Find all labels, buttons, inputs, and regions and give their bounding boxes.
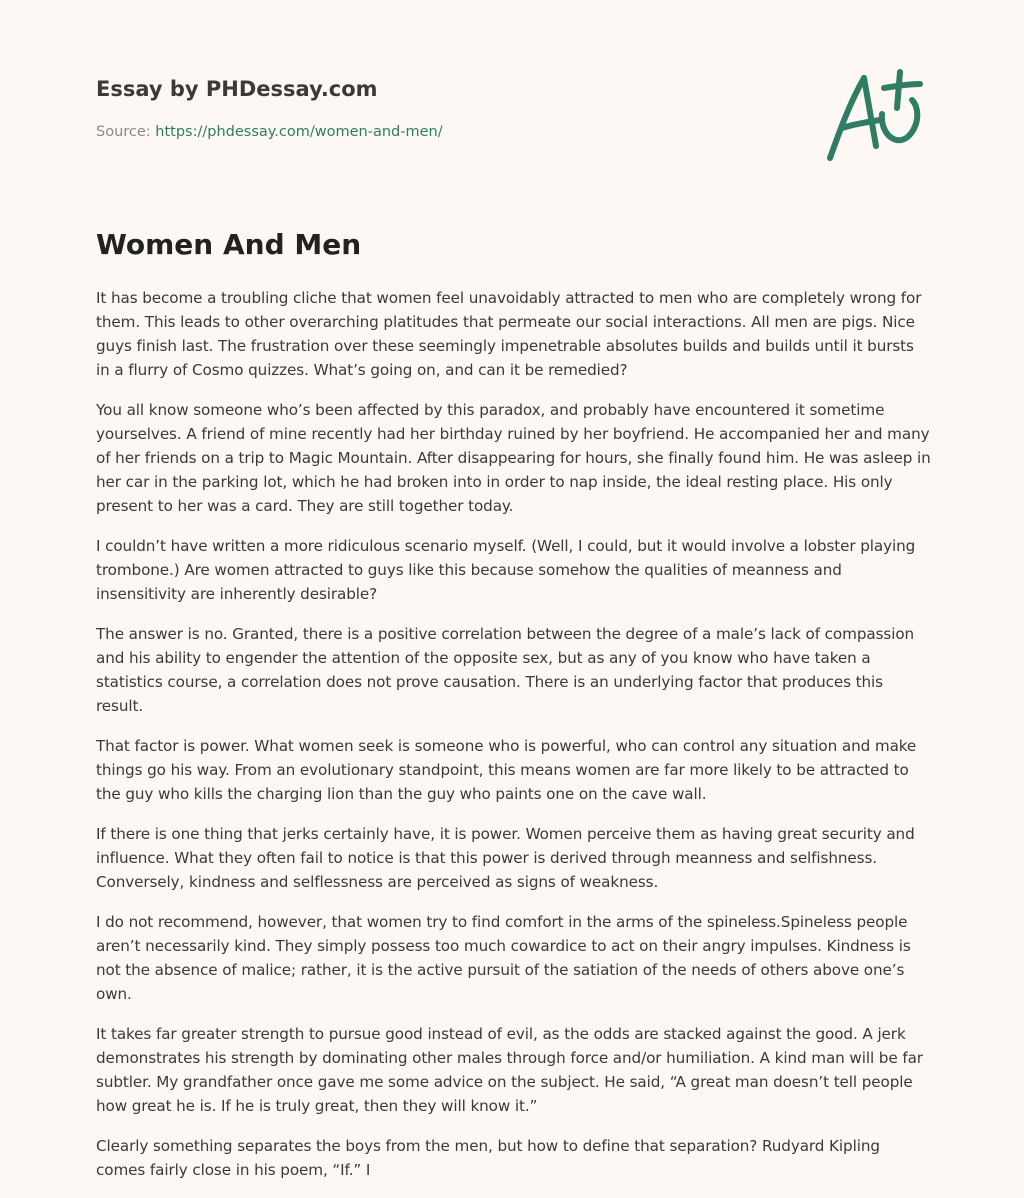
source-link[interactable]: https://phdessay.com/women-and-men/ [155, 124, 443, 140]
paragraph: The answer is no. Granted, there is a positive correlation between the degree of a male’s lack of compassion and his ability to engender the attention of the opposite sex, but as any of you know who have taken a statistics course, a correlation does not prove causation. There is an underlying factor that produces this result. [96, 625, 915, 715]
source-label: Source: [96, 124, 156, 140]
paragraph: It takes far greater strength to pursue good instead of evil, as the odds are stacked against the good. A jerk demonstrates his strength by dominating other males through force and/or humiliation. A kind man will be far subtler. My grandfather once gave me some advice on the subject. He said, “A great man doesn’t tell people how great he is. If he is truly great, then they will know it.” [96, 1025, 923, 1115]
paragraph: Clearly something separates the boys from the men, but how to define that separation? Rudyard Kipling comes fairly close in his poem, “If.” I [96, 1137, 880, 1179]
paragraph: You all know someone who’s been affected by this paradox, and probably have encountered it sometime yourselves. A friend of mine recently had her birthday ruined by her boyfriend. He accompanied her and many of her friends on a trip to Magic Mountain. After disappearing for hours, she finally found him. He was asleep in her car in the parking lot, which he had broken into in order to nap inside, the ideal resting place. His only present to her was a card. They are still together today. [96, 401, 931, 515]
paragraph: If there is one thing that jerks certainly have, it is power. Women perceive them as having great security and influence. What they often fail to notice is that this power is derived through meanness and selfishness. Conversely, kindness and selflessness are perceived as signs of weakness. [96, 825, 915, 891]
essay-body [96, 286, 932, 1198]
paragraph: I couldn’t have written a more ridiculous scenario myself. (Well, I could, but it would involve a lobster playing trombone.) Are women attracted to guys like this because somehow the qualities of meanness and insensitivity are inherently desirable? [96, 537, 916, 603]
brand-title: Essay by PHDessay.com [96, 77, 378, 101]
paragraph: It has become a troubling cliche that women feel unavoidably attracted to men who are completely wrong for them. This leads to other overarching platitudes that permeate our social interactions. All men are pigs. Nice guys finish last. The frustration over these seemingly impenetrable absolutes builds and builds until it bursts in a flurry of Cosmo quizzes. What’s going on, and can it be remedied? [96, 289, 922, 379]
paragraph: That factor is power. What women seek is someone who is powerful, who can control any situation and make things go his way. From an evolutionary standpoint, this means women are far more likely to be attracted to the guy who kills the charging lion than the guy who paints one on the cave wall. [96, 737, 917, 803]
a-plus-logo-icon [820, 66, 930, 166]
essay-header [96, 74, 796, 142]
essay-title: Women And Men [96, 228, 362, 261]
paragraph: I do not recommend, however, that women try to find comfort in the arms of the spineless.Spineless people aren’t necessarily kind. They simply possess too much cowardice to act on their angry impulses. Kindness is not the absence of malice; rather, it is the active pursuit of the satiation of the needs of others above one’s own. [96, 913, 911, 1003]
source-line [96, 122, 796, 142]
